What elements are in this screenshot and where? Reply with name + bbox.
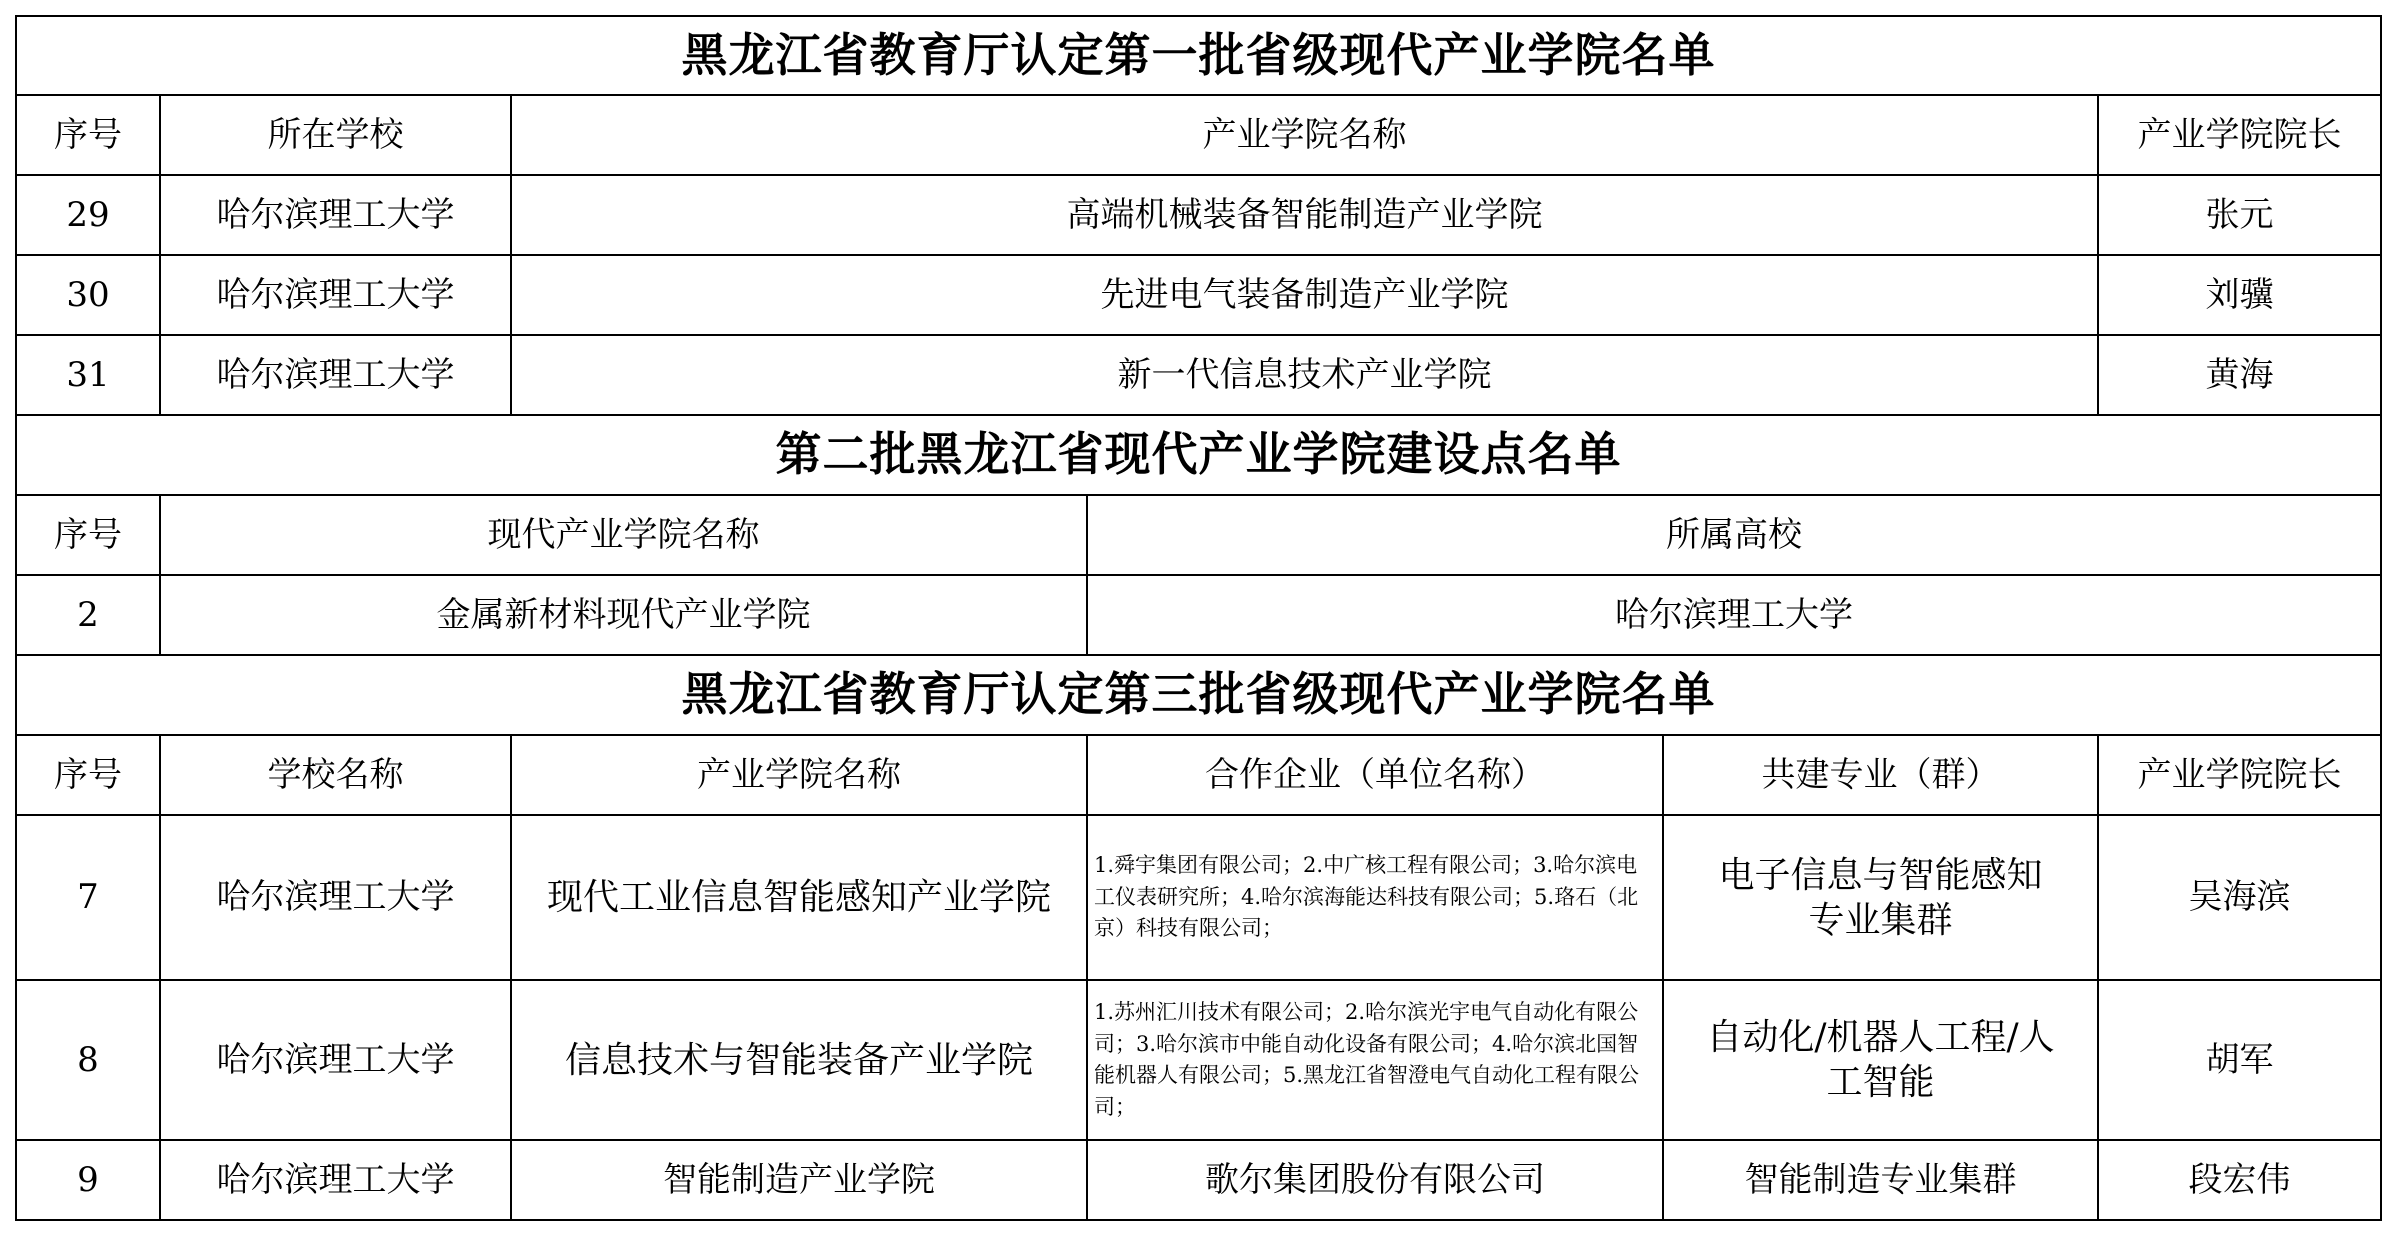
header-no: 序号 bbox=[16, 95, 160, 175]
cell-dean: 张元 bbox=[2098, 175, 2381, 255]
cell-majors: 自动化/机器人工程/人工智能 bbox=[1663, 980, 2098, 1140]
header-college: 产业学院名称 bbox=[511, 95, 2098, 175]
header-partners: 合作企业（单位名称） bbox=[1087, 735, 1663, 815]
cell-partners: 1.苏州汇川技术有限公司；2.哈尔滨光宇电气自动化有限公司；3.哈尔滨市中能自动化设备有限公司；4.哈尔滨北国智能机器人有限公司；5.黑龙江省智澄电气自动化工程有限公司； bbox=[1087, 980, 1663, 1140]
cell-college: 金属新材料现代产业学院 bbox=[160, 575, 1087, 655]
cell-no: 30 bbox=[16, 255, 160, 335]
cell-no: 2 bbox=[16, 575, 160, 655]
header-no: 序号 bbox=[16, 495, 160, 575]
header-college: 产业学院名称 bbox=[511, 735, 1087, 815]
header-dean: 产业学院院长 bbox=[2098, 95, 2381, 175]
header-dean: 产业学院院长 bbox=[2098, 735, 2381, 815]
cell-dean: 胡军 bbox=[2098, 980, 2381, 1140]
header-college: 现代产业学院名称 bbox=[160, 495, 1087, 575]
cell-partners: 歌尔集团股份有限公司 bbox=[1087, 1140, 1663, 1220]
cell-partners: 1.舜宇集团有限公司；2.中广核工程有限公司；3.哈尔滨电工仪表研究所；4.哈尔滨海能达科技有限公司；5.珞石（北京）科技有限公司； bbox=[1087, 815, 1663, 980]
cell-college: 高端机械装备智能制造产业学院 bbox=[511, 175, 2098, 255]
cell-school: 哈尔滨理工大学 bbox=[160, 255, 511, 335]
cell-college: 新一代信息技术产业学院 bbox=[511, 335, 2098, 415]
cell-no: 8 bbox=[16, 980, 160, 1140]
table-row bbox=[16, 255, 2381, 335]
table-row bbox=[16, 1140, 2381, 1220]
table-row bbox=[16, 575, 2381, 655]
cell-college: 信息技术与智能装备产业学院 bbox=[511, 980, 1087, 1140]
cell-dean: 吴海滨 bbox=[2098, 815, 2381, 980]
cell-college: 先进电气装备制造产业学院 bbox=[511, 255, 2098, 335]
cell-school: 哈尔滨理工大学 bbox=[160, 980, 511, 1140]
cell-college: 现代工业信息智能感知产业学院 bbox=[511, 815, 1087, 980]
cell-no: 31 bbox=[16, 335, 160, 415]
cell-dean: 刘骥 bbox=[2098, 255, 2381, 335]
cell-university: 哈尔滨理工大学 bbox=[1087, 575, 2381, 655]
header-school: 所在学校 bbox=[160, 95, 511, 175]
section2-title: 第二批黑龙江省现代产业学院建设点名单 bbox=[16, 415, 2381, 495]
header-majors: 共建专业（群） bbox=[1663, 735, 2098, 815]
cell-dean: 黄海 bbox=[2098, 335, 2381, 415]
college-list-table bbox=[15, 15, 2382, 1221]
cell-dean: 段宏伟 bbox=[2098, 1140, 2381, 1220]
section3-title: 黑龙江省教育厅认定第三批省级现代产业学院名单 bbox=[16, 655, 2381, 735]
header-university: 所属高校 bbox=[1087, 495, 2381, 575]
cell-school: 哈尔滨理工大学 bbox=[160, 335, 511, 415]
cell-no: 29 bbox=[16, 175, 160, 255]
table-row bbox=[16, 175, 2381, 255]
table-row bbox=[16, 815, 2381, 980]
cell-school: 哈尔滨理工大学 bbox=[160, 175, 511, 255]
header-no: 序号 bbox=[16, 735, 160, 815]
cell-majors: 智能制造专业集群 bbox=[1663, 1140, 2098, 1220]
table-row bbox=[16, 335, 2381, 415]
header-school: 学校名称 bbox=[160, 735, 511, 815]
cell-college: 智能制造产业学院 bbox=[511, 1140, 1087, 1220]
table-row bbox=[16, 980, 2381, 1140]
cell-school: 哈尔滨理工大学 bbox=[160, 1140, 511, 1220]
cell-no: 7 bbox=[16, 815, 160, 980]
section1-title: 黑龙江省教育厅认定第一批省级现代产业学院名单 bbox=[16, 16, 2381, 95]
cell-majors: 电子信息与智能感知专业集群 bbox=[1663, 815, 2098, 980]
cell-no: 9 bbox=[16, 1140, 160, 1220]
cell-school: 哈尔滨理工大学 bbox=[160, 815, 511, 980]
